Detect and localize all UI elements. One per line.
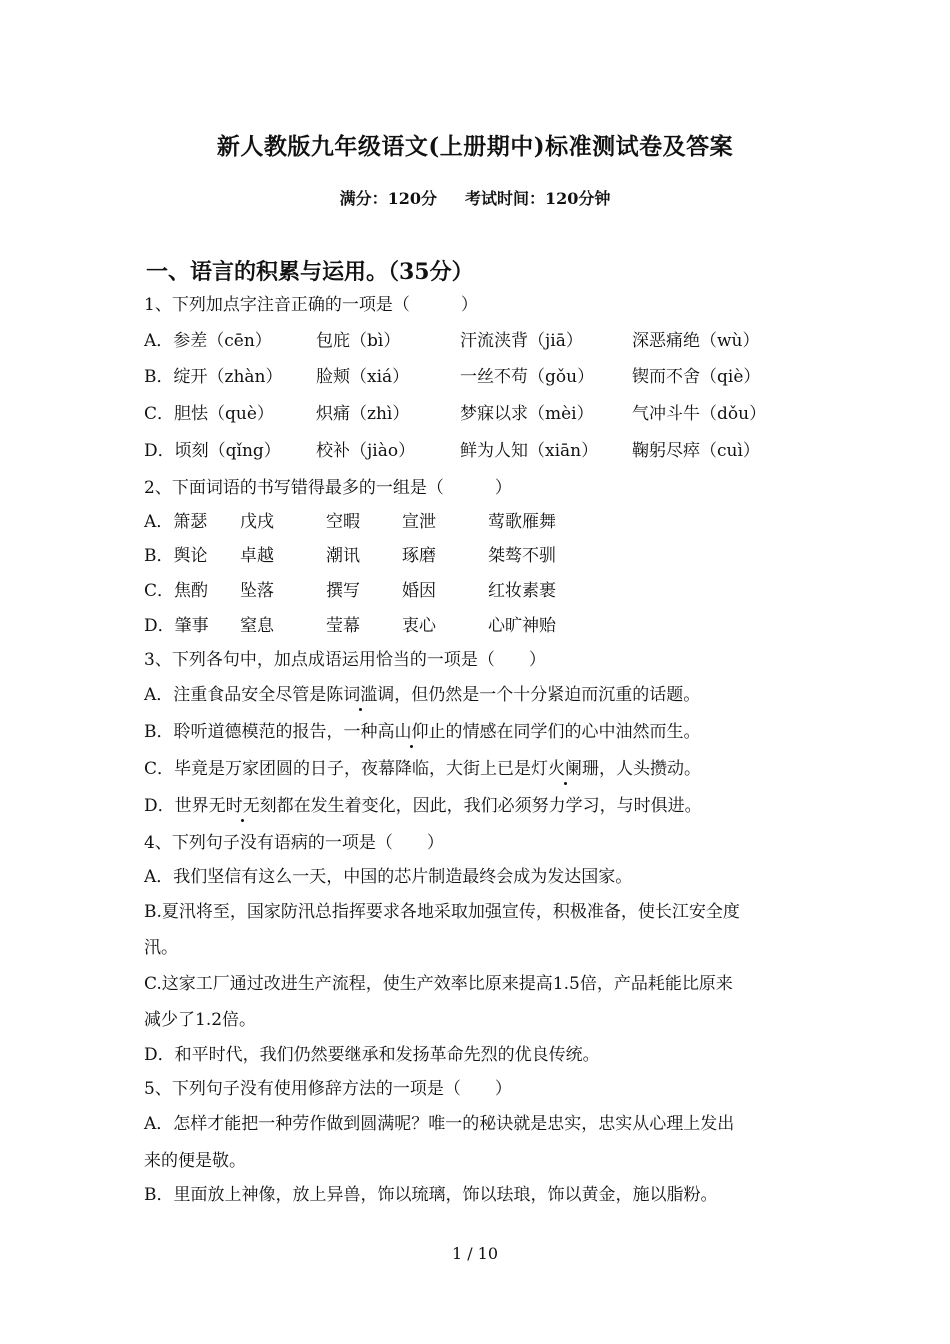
q4-option-a: A．我们坚信有这么一天，中国的芯片制造最终会成为发达国家。 bbox=[144, 867, 633, 887]
question-4-stem: 4、下列句子没有语病的一项是（ ） bbox=[144, 833, 444, 853]
q1-c-2: 炽痛（zhì） bbox=[316, 404, 410, 424]
exam-info bbox=[0, 186, 950, 209]
q3-d-idiom: 无时无刻 bbox=[208, 796, 277, 816]
question-5-stem: 5、下列句子没有使用修辞方法的一项是（ ） bbox=[144, 1079, 512, 1099]
q3-b-text: B．聆听道德模范的报告，一种 bbox=[144, 722, 378, 742]
exam-time: 考试时间：120分钟 bbox=[465, 189, 611, 208]
q3-d-text: D．世界 bbox=[144, 796, 209, 816]
q2-b-4: 琢磨 bbox=[402, 546, 436, 566]
q2-a-1: A．箫瑟 bbox=[144, 512, 208, 532]
q1-d-4: 鞠躬尽瘁（cuì） bbox=[632, 441, 760, 461]
q5-option-b: B．里面放上神像，放上异兽，饰以琉璃，饰以珐琅，饰以黄金，施以脂粉。 bbox=[144, 1185, 718, 1205]
q2-c-4: 婚因 bbox=[402, 581, 436, 601]
q3-a-idiom: 陈词滥调 bbox=[326, 685, 395, 705]
page-title: 新人教版九年级语文(上册期中)标准测试卷及答案 bbox=[216, 133, 734, 160]
q1-d-3: 鲜为人知（xiān） bbox=[460, 441, 599, 461]
q3-a-rest: ，但仍然是一个十分紧迫而沉重的话题。 bbox=[394, 685, 701, 705]
q3-b-idiom: 高山仰止 bbox=[377, 722, 446, 742]
full-score: 满分：120分 bbox=[339, 189, 437, 208]
q2-a-3: 空暇 bbox=[326, 512, 360, 532]
q4-option-b-line2: 汛。 bbox=[144, 938, 178, 958]
q1-b-4: 锲而不舍（qiè） bbox=[632, 367, 761, 387]
q3-c-rest: ，人头攒动。 bbox=[599, 759, 702, 779]
q4-option-c-line2: 减少了1.2倍。 bbox=[144, 1010, 257, 1030]
q2-a-5: 莺歌雁舞 bbox=[488, 512, 556, 532]
q1-c-1: C．胆怯（què） bbox=[144, 404, 274, 424]
q5-option-a-line2: 来的便是敬。 bbox=[144, 1151, 246, 1171]
q3-b-rest: 的情感在同学们的心中油然而生。 bbox=[445, 722, 701, 742]
q2-c-1: C．焦酌 bbox=[144, 581, 209, 601]
q1-b-3: 一丝不苟（gǒu） bbox=[460, 367, 595, 387]
q2-c-2: 坠落 bbox=[240, 581, 274, 601]
q2-d-4: 衷心 bbox=[402, 616, 436, 636]
section-heading: 一、语言的积累与运用。（35分） bbox=[146, 259, 474, 285]
page-number: 1 / 10 bbox=[451, 1244, 499, 1263]
q1-a-3: 汗流浃背（jiā） bbox=[460, 331, 583, 351]
q2-b-3: 潮讯 bbox=[326, 546, 360, 566]
question-3-stem: 3、下列各句中，加点成语运用恰当的一项是（ ） bbox=[144, 650, 546, 670]
q2-d-2: 窒息 bbox=[240, 616, 274, 636]
question-2-stem: 2、下面词语的书写错得最多的一组是（ ） bbox=[144, 478, 512, 498]
q2-b-5: 桀骜不驯 bbox=[488, 546, 556, 566]
q5-option-a-line1: A．怎样才能把一种劳作做到圆满呢？唯一的秘诀就是忠实，忠实从心理上发出 bbox=[144, 1114, 735, 1134]
q3-option-a bbox=[144, 684, 700, 706]
q3-c-idiom: 灯火阑珊 bbox=[531, 759, 600, 779]
q2-b-2: 卓越 bbox=[240, 546, 274, 566]
question-1-stem: 1、下列加点字注音正确的一项是（ ） bbox=[144, 295, 478, 315]
q2-d-3: 莹幕 bbox=[326, 616, 360, 636]
q1-a-2: 包庇（bì） bbox=[316, 331, 401, 351]
q4-option-c-line1: C.这家工厂通过改进生产流程，使生产效率比原来提高1.5倍，产品耗能比原来 bbox=[144, 974, 733, 994]
q2-c-3: 撰写 bbox=[326, 581, 360, 601]
q4-option-b-line1: B.夏汛将至，国家防汛总指挥要求各地采取加强宣传，积极准备，使长江安全度 bbox=[144, 902, 740, 922]
q3-c-text: C．毕竟是万家团圆的日子，夜幕降临，大街上已是 bbox=[144, 759, 532, 779]
q1-c-3: 梦寐以求（mèi） bbox=[460, 404, 594, 424]
q1-c-4: 气冲斗牛（dǒu） bbox=[632, 404, 767, 424]
q2-a-4: 宣泄 bbox=[402, 512, 436, 532]
q3-a-text: A．注重食品安全尽管是 bbox=[144, 685, 327, 705]
q1-a-1: A．参差（cēn） bbox=[144, 331, 272, 351]
q1-d-1: D．顷刻（qǐng） bbox=[144, 441, 281, 461]
q1-a-4: 深恶痛绝（wù） bbox=[632, 331, 760, 351]
q2-d-1: D．肇事 bbox=[144, 616, 209, 636]
q3-option-c bbox=[144, 758, 701, 780]
q1-d-2: 校补（jiào） bbox=[316, 441, 416, 461]
q1-b-2: 脸颊（xiá） bbox=[316, 367, 410, 387]
q3-d-rest: 都在发生着变化，因此，我们必须努力学习，与时俱进。 bbox=[276, 796, 702, 816]
q2-b-1: B．舆论 bbox=[144, 546, 208, 566]
q1-b-1: B．绽开（zhàn） bbox=[144, 367, 283, 387]
q4-option-d: D．和平时代，我们仍然要继承和发扬革命先烈的优良传统。 bbox=[144, 1045, 600, 1065]
q2-d-5: 心旷神贻 bbox=[488, 616, 556, 636]
q3-option-d bbox=[144, 795, 702, 817]
q2-c-5: 红妆素裹 bbox=[488, 581, 556, 601]
q3-option-b bbox=[144, 721, 701, 743]
q2-a-2: 戊戌 bbox=[240, 512, 274, 532]
